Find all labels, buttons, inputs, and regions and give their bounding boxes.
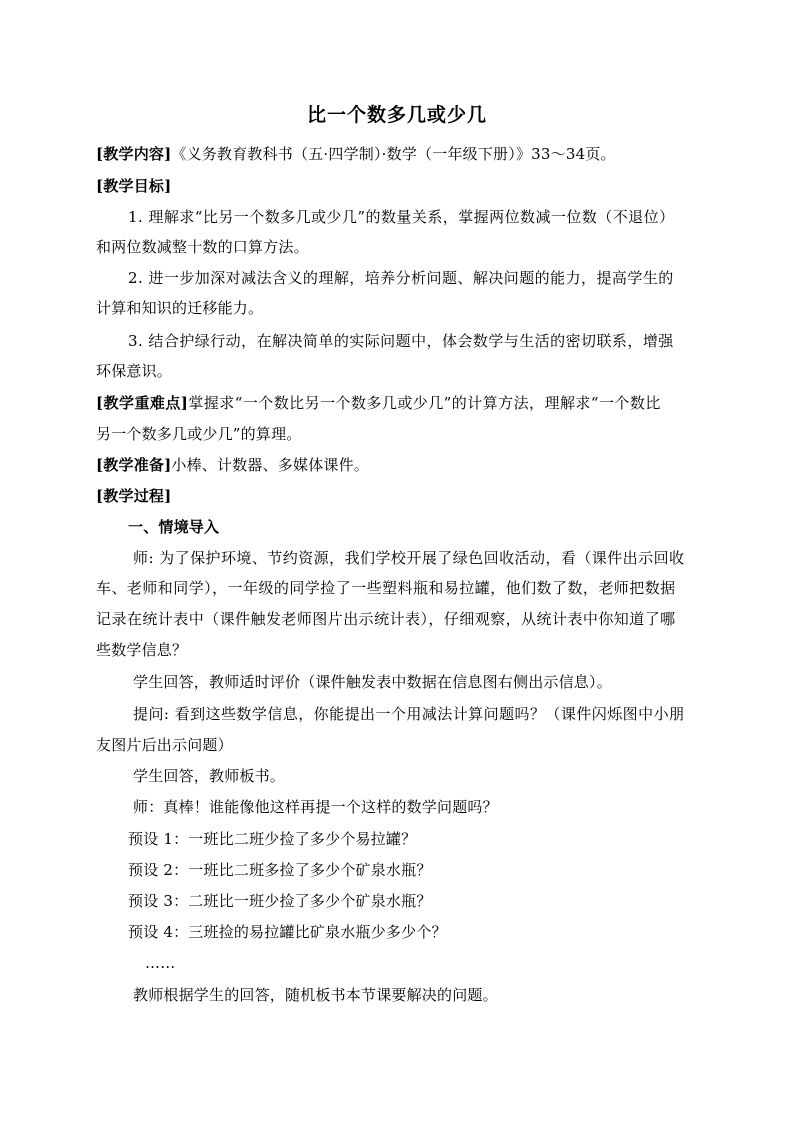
key-points <box>96 393 706 413</box>
teaching-content <box>96 144 706 164</box>
teaching-content-label: [教学内容] <box>96 145 172 163</box>
para2: 学生回答，教师适时评价（课件触发表中数据在信息图右侧出示信息）。 <box>133 673 612 691</box>
document-title: 比一个数多几或少几 <box>306 104 487 126</box>
key-points-label: [教学重难点] <box>96 394 189 412</box>
para1-line3: 记录在统计表中（课件触发老师图片出示统计表），仔细观察，从统计表中你知道了哪 <box>96 610 676 628</box>
preset-4: 预设 4：三班捡的易拉罐比矿泉水瓶少多少个？ <box>128 923 447 941</box>
para3-line1: 提问: 看到这些数学信息，你能提出一个用减法计算问题吗？（课件闪烁图中小朋 <box>133 705 685 723</box>
para6: 教师根据学生的回答，随机板书本节课要解决的问题。 <box>133 986 498 1004</box>
preset-2: 预设 2：一班比二班多捡了多少个矿泉水瓶？ <box>128 861 432 879</box>
goal-1-line2: 和两位数减整十数的口算方法。 <box>96 238 309 256</box>
preparation-label: [教学准备] <box>96 456 172 474</box>
teaching-preparation <box>96 455 706 475</box>
goal-2-line1: 2. 进一步加深对减法含义的理解，培养分析问题、解决问题的能力，提高学生的 <box>128 269 674 287</box>
goal-3-line1: 3. 结合护绿行动，在解决简单的实际问题中，体会数学与生活的密切联系，增强 <box>128 332 674 350</box>
key-points-line1: 掌握求“一个数比另一个数多几或少几”的计算方法，理解求“一个数比 <box>188 394 661 412</box>
preset-3: 预设 3：二班比一班少捡了多少个矿泉水瓶？ <box>128 892 432 910</box>
para1-line1: 师: 为了保护环境、节约资源，我们学校开展了绿色回收活动，看（课件出示回收 <box>133 549 685 567</box>
para1-line4: 些数学信息？ <box>96 641 188 659</box>
goal-1-line1: 1. 理解求“比另一个数多几或少几”的数量关系，掌握两位数减一位数（不退位） <box>128 208 675 226</box>
section-heading-intro: 一、情境导入 <box>128 518 220 536</box>
key-points-line2: 另一个数多几或少几”的算理。 <box>96 425 302 443</box>
para1-line2: 车、老师和同学），一年级的同学捡了一些塑料瓶和易拉罐，他们数了数，老师把数据 <box>96 579 676 597</box>
teaching-content-text: 《义务教育教科书（五·四学制）·数学（一年级下册）》33～34页。 <box>171 145 616 163</box>
goal-3-line2: 环保意识。 <box>96 362 173 380</box>
teaching-process-label: [教学过程] <box>96 487 172 505</box>
preset-1: 预设 1：一班比二班少捡了多少个易拉罐？ <box>128 830 417 848</box>
para5: 师：真棒！谁能像他这样再提一个这样的数学问题吗？ <box>133 798 498 816</box>
preparation-text: 小棒、计数器、多媒体课件。 <box>171 456 370 474</box>
para3-line2: 友图片后出示问题） <box>96 736 233 754</box>
teaching-goals-label: [教学目标] <box>96 177 172 195</box>
goal-2-line2: 计算和知识的迁移能力。 <box>96 299 264 317</box>
para4: 学生回答，教师板书。 <box>133 767 286 785</box>
ellipsis: …… <box>145 954 176 972</box>
